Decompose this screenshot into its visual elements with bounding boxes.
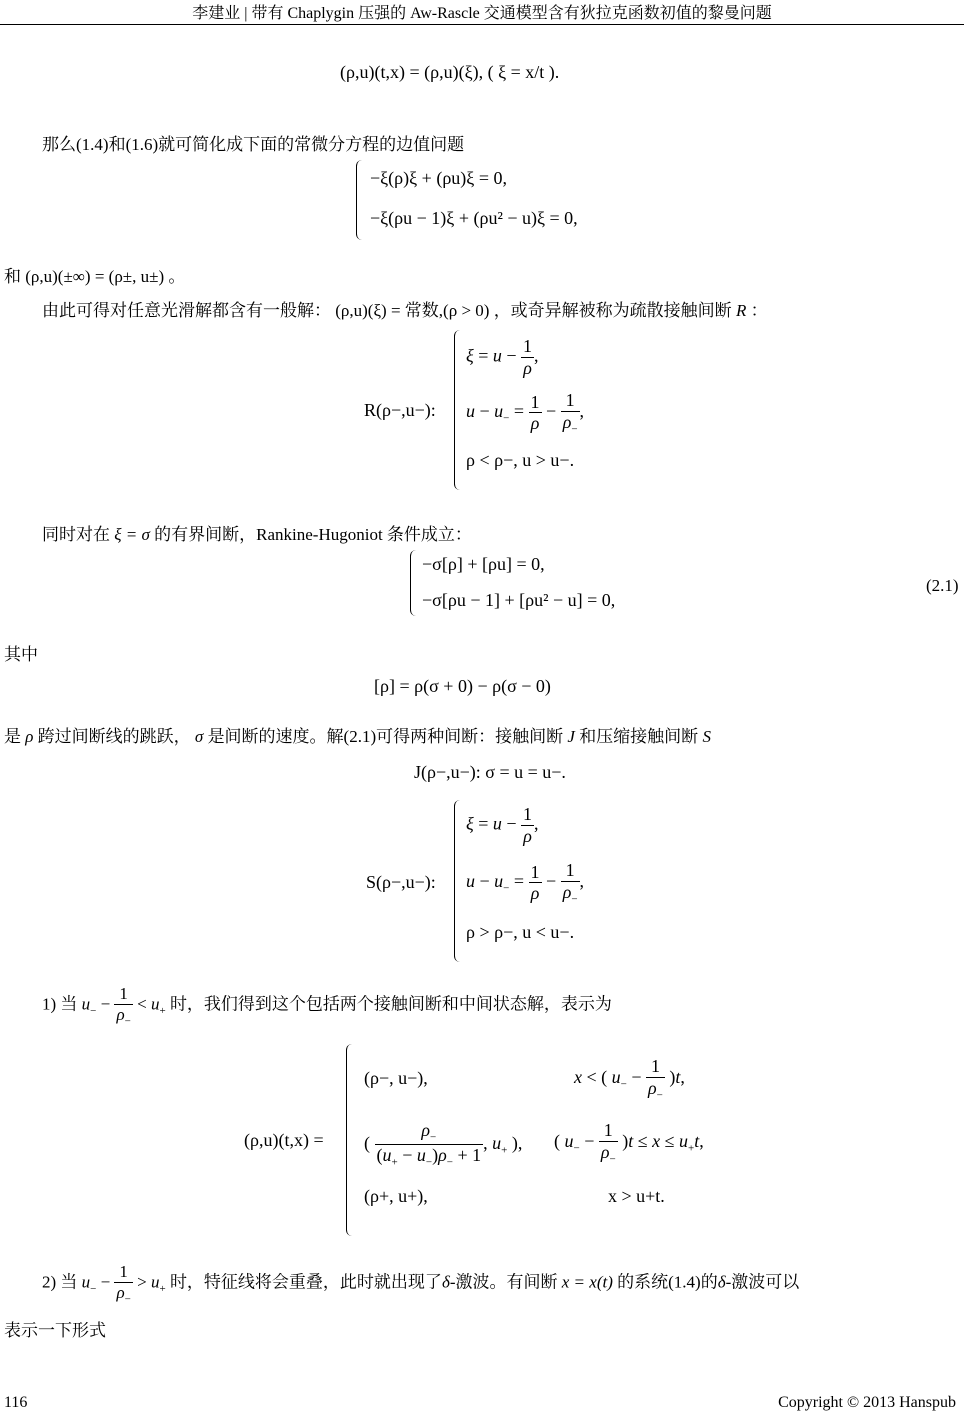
case-2-text-d: -激波。有间断 xyxy=(449,1272,558,1292)
header-rule xyxy=(0,24,964,25)
j-definition: J(ρ−,u−): σ = u = u−. xyxy=(414,762,566,782)
r-label: R(ρ−,u−): xyxy=(364,400,436,420)
case-1-paragraph: 1) 当 $u_-$ − $\frac{1}{\rho_-}$ < $u_+$ 时，我们得到这个包括两个接触间断和中间状态解，表示为 xyxy=(42,984,612,1027)
disc-text-e: 是间断的速度。解(2.1)可得两种间断：接触间断 xyxy=(207,727,564,746)
case-2-text-a: 2) 当 xyxy=(42,1272,78,1292)
rh-text-a: 同时对在 xyxy=(42,525,110,544)
general-solution-text: 由此可得对任意光滑解都含有一般解： xyxy=(42,301,331,320)
equation-number: (2.1) xyxy=(926,576,959,595)
s-equation-3: ρ > ρ−, u < u−. xyxy=(466,922,575,942)
solution-row-2-condition: ( $u_-$ − $\frac{1}{\rho_-}$ )$t \le x \le u_+t$, xyxy=(554,1120,704,1166)
paragraph-where: 其中 xyxy=(4,645,38,664)
disc-text-g: 和压缩接触间断 xyxy=(579,727,699,746)
disc-text-c: 跨过间断线的跳跃， xyxy=(37,727,191,746)
case-1-text-b: 时，我们得到这个包括两个接触间断和中间状态解，表示为 xyxy=(169,994,612,1014)
shock-symbol: S xyxy=(702,727,711,746)
paragraph-ode-intro: 那么(1.4)和(1.6)就可简化成下面的常微分方程的边值问题 xyxy=(42,135,465,154)
rh-condition: ξ = σ xyxy=(114,525,150,544)
s-label: S(ρ−,u−): xyxy=(366,872,436,892)
disc-text-a: 是 xyxy=(4,727,21,746)
s-system-brace xyxy=(454,800,463,962)
solution-row-1-state: (ρ−, u−), xyxy=(364,1068,428,1088)
solution-row-2-state: ( $\frac{\rho_-}{(u_+ - u_-)\rho_- + 1}$ , $u_+$ ), xyxy=(364,1120,523,1169)
paragraph-discontinuities xyxy=(4,722,711,747)
s-equation-1: ξ = u − $\frac{1}{\rho}$ , xyxy=(466,804,539,846)
rho-symbol: ρ xyxy=(25,727,34,746)
boundary-condition: 和 (ρ,u)(±∞) = (ρ±, u±) 。 xyxy=(4,267,186,286)
case-1-text-a: 1) 当 xyxy=(42,994,78,1014)
case-2-text-b: 时，特征线将会重叠，此时就出现了 xyxy=(169,1272,442,1292)
rh-equation-2: −σ[ρu − 1] + [ρu² − u] = 0, xyxy=(422,590,616,610)
solution-label: (ρ,u)(t,x) = xyxy=(244,1130,324,1150)
general-solution-formula: (ρ,u)(ξ) = 常数,(ρ > 0) xyxy=(335,301,490,320)
s-equation-2: $u - u_-$ = $\frac{1}{\rho}$ − $\frac{1}{\rho_-}$ , xyxy=(466,860,585,906)
rh-equation-1: −σ[ρ] + [ρu] = 0, xyxy=(422,554,545,574)
r-equation-3: ρ < ρ−, u > u−. xyxy=(466,450,575,470)
running-header: 李建业 | 带有 Chaplygin 压强的 Aw-Rascle 交通模型含有狄拉克函数初值的黎曼问题 xyxy=(192,5,772,22)
case-2-text-h: -激波可以 xyxy=(725,1272,800,1292)
copyright: Copyright © 2013 Hanspub xyxy=(778,1394,956,1411)
paragraph-rankine-hugoniot xyxy=(42,520,472,545)
solution-row-3-state: (ρ+, u+), xyxy=(364,1186,428,1206)
equation-self-similar: (ρ,u)(t,x) = (ρ,u)(ξ), ( ξ = x/t ). xyxy=(340,62,560,82)
discontinuity-curve: x = x(t) xyxy=(561,1272,613,1292)
solution-row-1-condition: x < ( $u_-$ − $\frac{1}{\rho_-}$ )t, xyxy=(574,1056,685,1102)
r-equation-2: $u - u_-$ = $\frac{1}{\rho}$ − $\frac{1}{\rho_-}$ , xyxy=(466,390,585,436)
solution-brace xyxy=(346,1044,355,1236)
r-equation-1: ξ = u − $\frac{1}{\rho}$ , xyxy=(466,336,539,378)
jump-definition: [ρ] = ρ(σ + 0) − ρ(σ − 0) xyxy=(374,676,551,696)
ode-equation-1: −ξ(ρ)ξ + (ρu)ξ = 0, xyxy=(370,168,507,188)
page-number: 116 xyxy=(4,1394,28,1411)
delta-symbol-2: δ xyxy=(717,1272,726,1292)
rh-system-brace xyxy=(410,550,419,616)
delta-symbol-1: δ xyxy=(441,1272,450,1292)
singular-solution-text: ，或奇异解被称为疏散接触间断 xyxy=(493,301,732,320)
r-system-brace xyxy=(454,330,463,490)
ode-equation-2: −ξ(ρu − 1)ξ + (ρu² − u)ξ = 0, xyxy=(370,208,578,228)
paragraph-form: 表示一下形式 xyxy=(4,1321,106,1340)
colon: ： xyxy=(750,301,768,320)
contact-symbol: J xyxy=(567,727,575,746)
rh-text-c: 的有界间断，Rankine-Hugoniot 条件成立： xyxy=(154,525,472,544)
case-2-paragraph: 2) 当 $u_-$ − $\frac{1}{\rho_-}$ > $u_+$ 时，特征线将会重叠，此时就出现了δ-激波。有间断 x = x(t) 的系统(1.4)的δ-激波可以 xyxy=(42,1262,800,1305)
sigma-symbol: σ xyxy=(194,727,204,746)
paragraph-general-solution xyxy=(42,296,768,321)
case-2-text-f: 的系统(1.4)的 xyxy=(617,1272,718,1292)
rarefaction-symbol: R xyxy=(735,301,747,320)
ode-system-brace xyxy=(356,160,365,240)
solution-row-3-condition: x > u+t. xyxy=(608,1186,665,1206)
